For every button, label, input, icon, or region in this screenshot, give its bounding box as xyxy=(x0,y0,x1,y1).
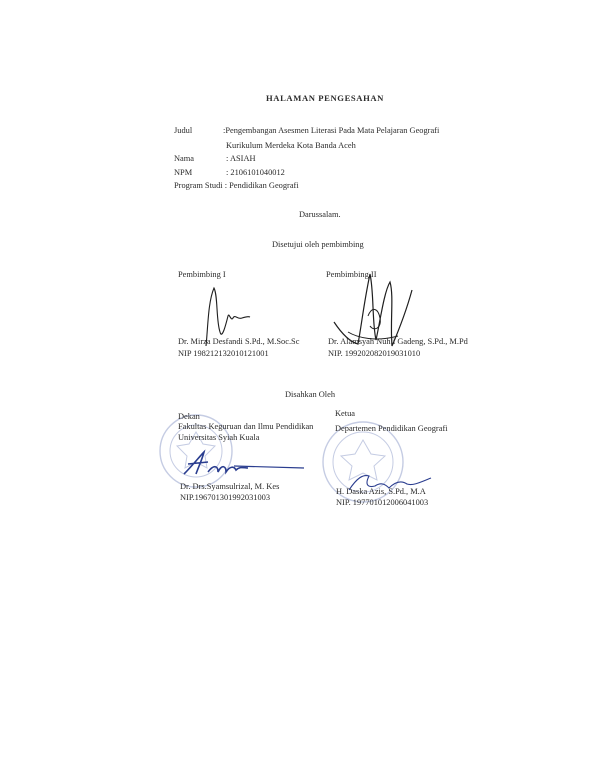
program-studi: Program Studi : Pendidikan Geografi xyxy=(174,181,299,190)
dekan-name: Dr. Drs.Syamsulrizal, M. Kes xyxy=(180,482,280,491)
npm-label: NPM xyxy=(174,168,193,177)
pembimbing-1-nip: NIP 198212132010121001 xyxy=(178,349,269,358)
pembimbing-2-label: Pembimbing II xyxy=(326,270,377,279)
dekan-label: Dekan xyxy=(178,412,200,421)
npm-value: : 2106101040012 xyxy=(226,168,285,177)
place-text: Darussalam. xyxy=(299,210,341,219)
dekan-nip: NIP.196701301992031003 xyxy=(180,493,271,502)
pembimbing-1-label: Pembimbing I xyxy=(178,270,226,279)
dekan-university: Universitas Syiah Kuala xyxy=(178,433,260,442)
pembimbing-2-name: Dr. Alamsyah Nuhli Gadeng, S.Pd., M.Pd xyxy=(328,337,468,346)
ketua-department: Departemen Pendidikan Geografi xyxy=(335,424,448,433)
nama-label: Nama xyxy=(174,154,194,163)
judul-value-line-2: Kurikulum Merdeka Kota Banda Aceh xyxy=(226,141,356,150)
pembimbing-2-nip: NIP. 199202082019031010 xyxy=(328,349,421,358)
page-title: HALAMAN PENGESAHAN xyxy=(266,93,384,103)
pembimbing-1-name: Dr. Mirza Desfandi S.Pd., M.Soc.Sc xyxy=(178,337,300,346)
ketua-label: Ketua xyxy=(335,409,355,418)
nama-value: : ASIAH xyxy=(226,154,256,163)
judul-label: Judul xyxy=(174,126,193,135)
dekan-signature xyxy=(178,446,308,480)
approved-by-text: Disetujui oleh pembimbing xyxy=(272,240,364,249)
ketua-name: H. Daska Azis, S.Pd., M.A xyxy=(336,487,426,496)
ketua-nip: NIP. 197701012006041003 xyxy=(336,498,429,507)
ratified-by-text: Disahkan Oleh xyxy=(285,390,336,399)
judul-value-line-1: :Pengembangan Asesmen Literasi Pada Mata Pelajaran Geografi xyxy=(223,126,440,135)
dekan-faculty: Fakultas Keguruan dan Ilmu Pendidikan xyxy=(178,422,314,431)
